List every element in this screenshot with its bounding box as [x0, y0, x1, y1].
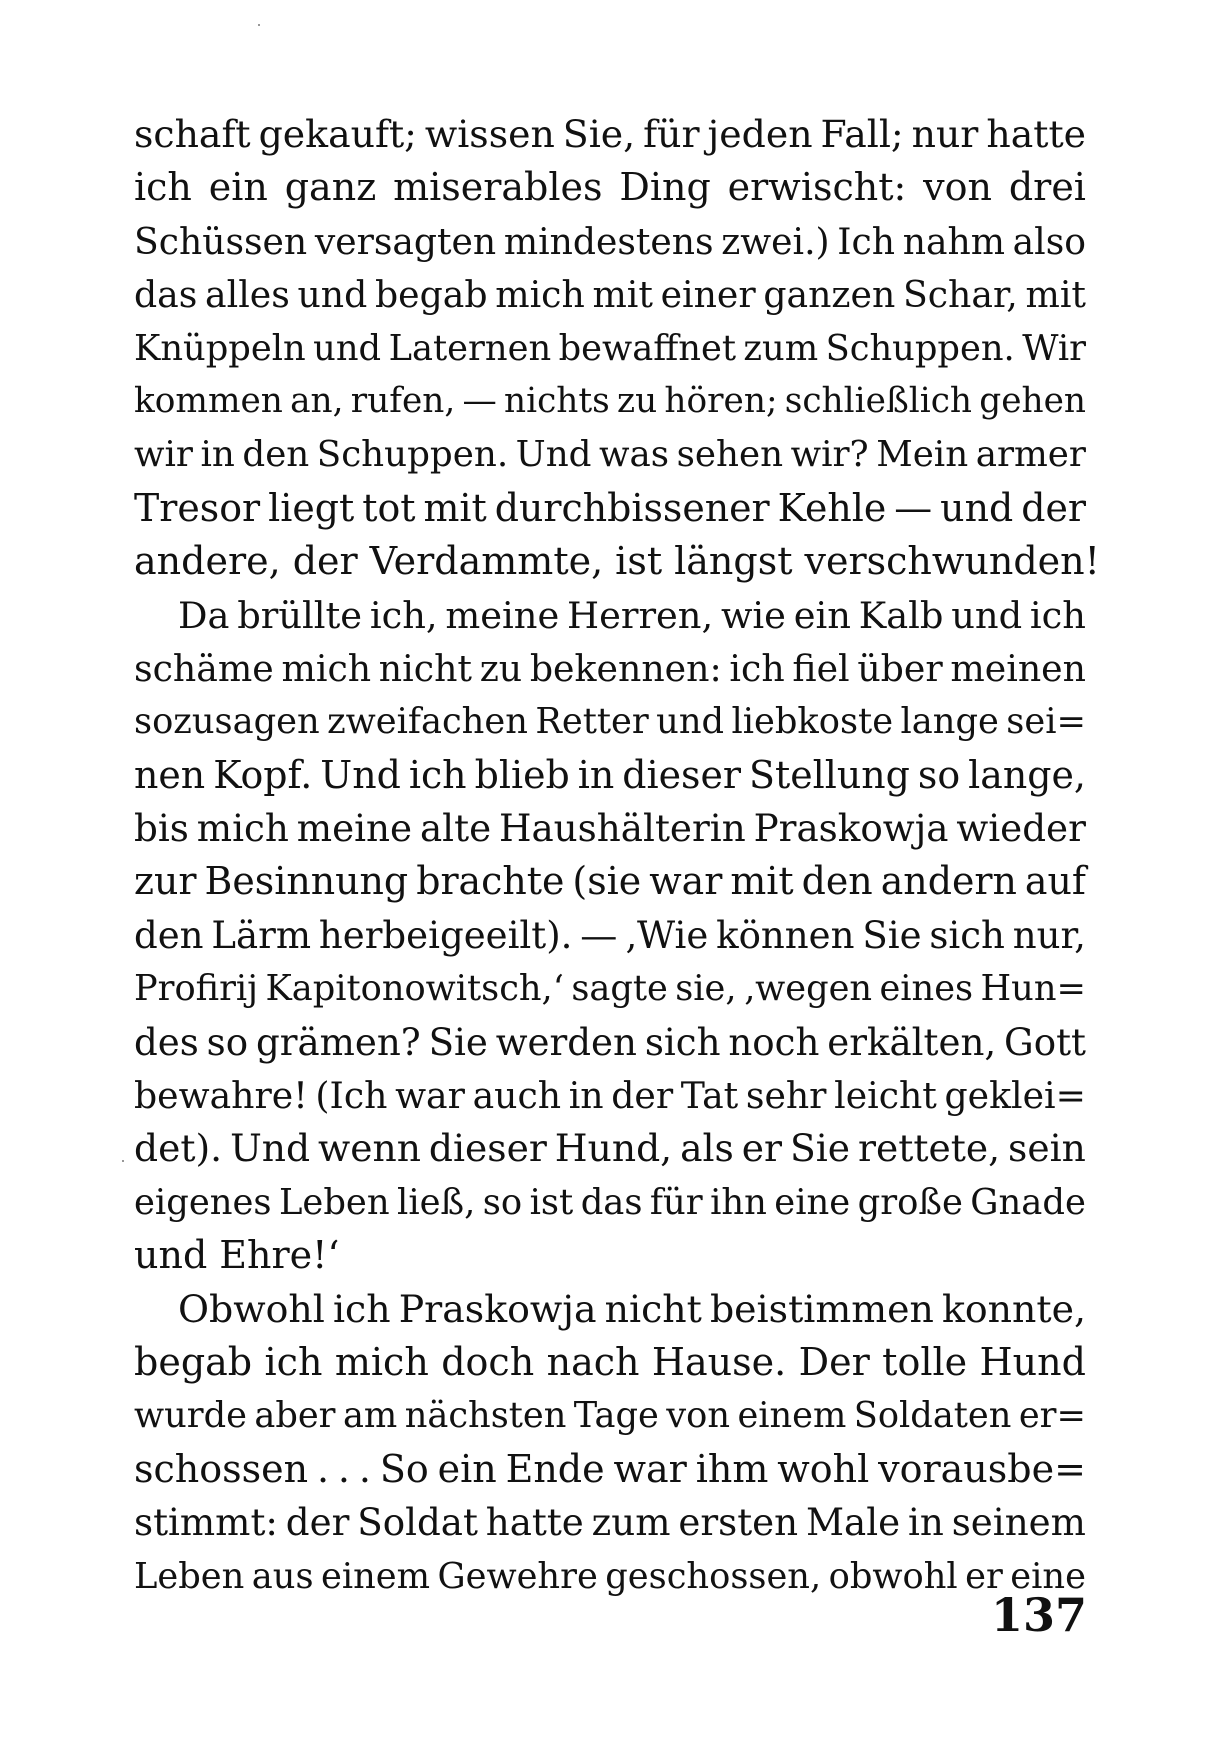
word: Und [230, 1126, 311, 1171]
word: Male [805, 1500, 901, 1545]
word: stimmt: [134, 1500, 278, 1545]
word: Soldat [357, 1500, 478, 1545]
word: Wir [1022, 327, 1086, 369]
word: das [580, 1181, 643, 1223]
word: fiel [792, 646, 850, 690]
word: der [285, 1500, 350, 1545]
word: — [462, 380, 497, 421]
word: mit [592, 273, 653, 317]
word: sie, [675, 968, 737, 1010]
word: in [577, 752, 615, 797]
body-text [134, 108, 1100, 1603]
text-line [134, 108, 1086, 161]
word: Kapitonowitsch,‘ [265, 968, 564, 1010]
word: gehen [979, 380, 1086, 421]
text-line [134, 482, 1086, 535]
word: doch [441, 1339, 535, 1384]
word: eine [774, 1181, 851, 1223]
text-line [134, 215, 1086, 268]
word: von [666, 1395, 730, 1437]
word: bewaffnet [558, 327, 736, 369]
word: sei= [1006, 701, 1086, 743]
word: hatte [485, 1500, 584, 1545]
text-line [134, 1496, 1086, 1549]
word: wenn [318, 1126, 421, 1171]
word: in [200, 434, 235, 476]
text-line [134, 749, 1086, 802]
text-line [134, 909, 1086, 962]
word: dieser [428, 1126, 547, 1171]
word: des [134, 1020, 199, 1064]
word: erkälten, [827, 1020, 997, 1064]
word: er [741, 1126, 783, 1171]
word: mit [1025, 273, 1086, 317]
text-line [134, 802, 1086, 855]
word: hatte [986, 112, 1086, 156]
word: Hund [979, 1339, 1086, 1384]
text-line [134, 695, 1086, 748]
word: brüllte [237, 593, 363, 637]
word: eine [1010, 1555, 1086, 1597]
text-line [134, 1336, 1086, 1389]
word: so [206, 1020, 249, 1064]
word: Besinnung [204, 859, 409, 904]
text-line [134, 268, 1086, 321]
word: . [358, 1446, 371, 1491]
word: Ende [505, 1446, 605, 1491]
word: Schuppen. [316, 434, 509, 476]
word: ihm [695, 1446, 769, 1491]
word: Praskowja [753, 806, 949, 851]
word: Lärm [211, 913, 312, 957]
word: Schüssen [134, 219, 308, 263]
word: einem [320, 1555, 431, 1597]
text-line [134, 1443, 1086, 1496]
word: tot [362, 485, 416, 530]
word: war [613, 1446, 687, 1491]
word: einem [737, 1395, 847, 1437]
word: sozusagen [134, 701, 320, 743]
word: grämen? [255, 1020, 421, 1064]
word: Verdammte, [369, 539, 604, 584]
word: — [580, 913, 618, 957]
word: . [337, 1446, 351, 1491]
word: drei [1008, 165, 1086, 210]
text-line [134, 1069, 1086, 1122]
word: Ich [837, 219, 896, 263]
page-number: 137 [990, 1588, 1087, 1642]
text-line [134, 535, 1100, 588]
text-line [134, 855, 1086, 908]
word: den [134, 913, 204, 957]
word: begab [134, 1339, 253, 1384]
word: Laternen [388, 327, 552, 369]
word: für [649, 1181, 703, 1223]
word: ich [408, 752, 467, 797]
word: von [923, 165, 992, 210]
word: für [643, 112, 700, 156]
word: det). [134, 1126, 223, 1171]
word: war [649, 859, 723, 904]
word: Knüppeln [134, 327, 306, 369]
word: Fall; [820, 112, 904, 156]
word: können [716, 913, 855, 957]
word: ich [332, 1286, 391, 1331]
word: Mein [876, 434, 969, 476]
word: ganzen [763, 273, 896, 317]
text-line [134, 1016, 1086, 1069]
word: zum [743, 327, 819, 369]
word: bewahre! [134, 1074, 308, 1118]
word: Ding [619, 165, 711, 210]
word: wir [134, 434, 193, 476]
word: Soldaten [853, 1395, 1012, 1437]
word: mich [334, 1339, 429, 1384]
word: Stellung [749, 752, 910, 797]
word: meine [296, 806, 413, 851]
word: ich, [369, 593, 438, 637]
word: Und [515, 434, 592, 476]
word: brachte [416, 859, 565, 904]
word: also [1012, 219, 1086, 263]
word: versagten [314, 219, 497, 263]
word: meine [445, 593, 560, 637]
word: Kalb [858, 593, 944, 637]
word: ist [529, 1181, 574, 1223]
word: — [894, 485, 933, 530]
word: meinen [950, 646, 1086, 690]
word: ich [264, 1339, 323, 1384]
word: zu [617, 380, 658, 421]
word: Retter [535, 701, 649, 743]
word: und [313, 327, 382, 369]
word: alles [205, 273, 290, 317]
word: in [568, 1074, 604, 1118]
text-line [134, 962, 1086, 1015]
word: blieb [474, 752, 570, 797]
word: der [1021, 485, 1086, 530]
word: so [482, 1181, 523, 1223]
word: Sie [789, 1126, 851, 1171]
word: alte [419, 806, 492, 851]
word: sich [644, 1020, 721, 1064]
word: auf [1024, 859, 1086, 904]
word: nur [911, 112, 979, 156]
word: gekauft; [258, 112, 417, 156]
word: kommen [134, 380, 283, 421]
word: herbeigeeilt). [318, 913, 573, 957]
word: armer [975, 434, 1086, 476]
word: in [908, 1500, 944, 1545]
word: Gnade [970, 1181, 1086, 1223]
word: zur [134, 859, 197, 904]
word: und [951, 593, 1023, 637]
text-line [134, 1389, 1086, 1442]
word: Sie, [562, 112, 636, 156]
word: ich [729, 646, 785, 690]
word: nach [546, 1339, 640, 1384]
word: auch [472, 1074, 562, 1118]
word: schäme [134, 646, 274, 690]
word: mich [495, 273, 585, 317]
word: rufen, [350, 380, 456, 421]
word: Obwohl [178, 1286, 325, 1331]
word: konnte, [941, 1286, 1086, 1331]
word: Da [178, 593, 230, 637]
word: nicht [378, 646, 472, 690]
word: vorausbe= [878, 1446, 1086, 1491]
word: mit [730, 859, 794, 904]
word: und [134, 1233, 208, 1278]
word: miserables [393, 165, 603, 210]
word: Tresor [134, 485, 261, 530]
word: und [297, 273, 368, 317]
word: (sie [572, 859, 642, 904]
word: durchbissener [494, 485, 770, 530]
word: das [134, 273, 198, 317]
word: Praskowja [398, 1286, 597, 1331]
word: an, [290, 380, 344, 421]
word: sehen [676, 434, 784, 476]
word: aus [251, 1555, 314, 1597]
word: sagte [571, 968, 668, 1010]
word: Sie [428, 1020, 488, 1064]
word: Und [320, 752, 401, 797]
word: mindestens [503, 219, 714, 263]
word: Tage [573, 1395, 659, 1437]
word: war [395, 1074, 465, 1118]
word: Leben [278, 1181, 390, 1223]
word: lange, [968, 752, 1086, 797]
scan-speck [122, 1160, 124, 1162]
word: was [599, 434, 670, 476]
word: hören; [664, 380, 778, 421]
word: Tat [680, 1074, 739, 1118]
word: liebkoste [731, 701, 894, 743]
text-line [134, 428, 1086, 481]
word: große [857, 1181, 963, 1223]
word: nur, [1012, 913, 1086, 957]
word: geschossen, [605, 1555, 822, 1597]
word: ‚Wie [625, 913, 709, 957]
word: Hund, [554, 1126, 673, 1171]
scan-speck [258, 24, 260, 26]
word: er [965, 1555, 1003, 1597]
word: er= [1018, 1395, 1086, 1437]
word: schließlich [784, 380, 973, 421]
word: so [917, 752, 961, 797]
word: ihn [710, 1181, 767, 1223]
word: tolle [882, 1339, 968, 1384]
word: bis [134, 806, 189, 851]
word: nichts [504, 380, 610, 421]
word: Herren, [567, 593, 714, 637]
text-line [134, 1122, 1086, 1175]
word: aber [254, 1395, 336, 1437]
text-line [134, 1229, 1086, 1282]
word: ich [134, 165, 192, 210]
word: Gott [1004, 1020, 1086, 1064]
word: Schuppen. [825, 327, 1015, 369]
text-line [134, 1176, 1086, 1229]
word: sehr [745, 1074, 827, 1118]
word: werden [495, 1020, 637, 1064]
word: den [242, 434, 310, 476]
word: seinem [951, 1500, 1086, 1545]
word: den [801, 859, 873, 904]
word: ein [793, 593, 851, 637]
text-line [134, 322, 1086, 375]
word: schossen [134, 1446, 309, 1491]
word: Hause. [651, 1339, 787, 1384]
word: lange [900, 701, 999, 743]
text-line [134, 642, 1086, 695]
word: ein [437, 1446, 497, 1491]
word: andere, [134, 539, 281, 584]
word: ganz [284, 165, 377, 210]
word: Kopf. [213, 752, 313, 797]
word: ich [1029, 593, 1086, 637]
word: wurde [134, 1395, 247, 1437]
word: noch [728, 1020, 820, 1064]
word: mich [196, 806, 289, 851]
word: rettete, [858, 1126, 1001, 1171]
word: zu [479, 646, 523, 690]
text-line [134, 1550, 1086, 1603]
word: Profirij [134, 968, 259, 1010]
word: mit [423, 485, 487, 530]
text-line [134, 589, 1086, 642]
text-line [134, 1283, 1086, 1336]
word: So [379, 1446, 429, 1491]
word: (Ich [315, 1074, 388, 1118]
word: einer [660, 273, 756, 317]
word: und [656, 701, 725, 743]
word: ließ, [397, 1181, 476, 1223]
word: Der [798, 1339, 870, 1384]
word: wieder [956, 806, 1086, 851]
word: Hun= [980, 968, 1086, 1010]
word: über [857, 646, 943, 690]
word: Haushälterin [498, 806, 746, 851]
word: bekennen: [529, 646, 722, 690]
word: dieser [622, 752, 742, 797]
word: ‚wegen [743, 968, 873, 1010]
word: der [292, 539, 358, 584]
word: zum [591, 1500, 671, 1545]
word: obwohl [828, 1555, 958, 1597]
word: eigenes [134, 1181, 272, 1223]
word: als [680, 1126, 734, 1171]
word: nicht [604, 1286, 702, 1331]
word: erwischt: [727, 165, 907, 210]
word: wohl [777, 1446, 870, 1491]
word: geklei= [944, 1074, 1086, 1118]
word: eines [879, 968, 974, 1010]
word: nächsten [404, 1395, 567, 1437]
word: zweifachen [327, 701, 528, 743]
word: der [611, 1074, 674, 1118]
word: Ehre!‘ [219, 1233, 340, 1278]
word: längst [674, 539, 793, 584]
word: sich [929, 913, 1005, 957]
word: andern [880, 859, 1017, 904]
text-line [134, 161, 1086, 214]
text-line [134, 375, 1086, 428]
word: leicht [834, 1074, 937, 1118]
word: Kehle [777, 485, 887, 530]
word: jeden [707, 112, 813, 156]
word: Gewehre [437, 1555, 598, 1597]
word: Schar, [902, 273, 1018, 317]
word: liegt [268, 485, 355, 530]
word: und [940, 485, 1014, 530]
word: schaft [134, 112, 251, 156]
word: wie [720, 593, 786, 637]
word: sein [1008, 1126, 1086, 1171]
word: beistimmen [709, 1286, 934, 1331]
word: wir? [790, 434, 869, 476]
word: Sie [862, 913, 922, 957]
word: mich [281, 646, 372, 690]
word: wissen [424, 112, 555, 156]
word: ersten [678, 1500, 799, 1545]
word: ein [208, 165, 268, 210]
word: Leben [134, 1555, 245, 1597]
word: nen [134, 752, 206, 797]
word: begab [374, 273, 488, 317]
word: am [342, 1395, 398, 1437]
word: ist [615, 539, 663, 584]
word: zwei.) [721, 219, 830, 263]
word: . [316, 1446, 330, 1491]
word: nahm [902, 219, 1005, 263]
word: verschwunden! [804, 539, 1100, 584]
